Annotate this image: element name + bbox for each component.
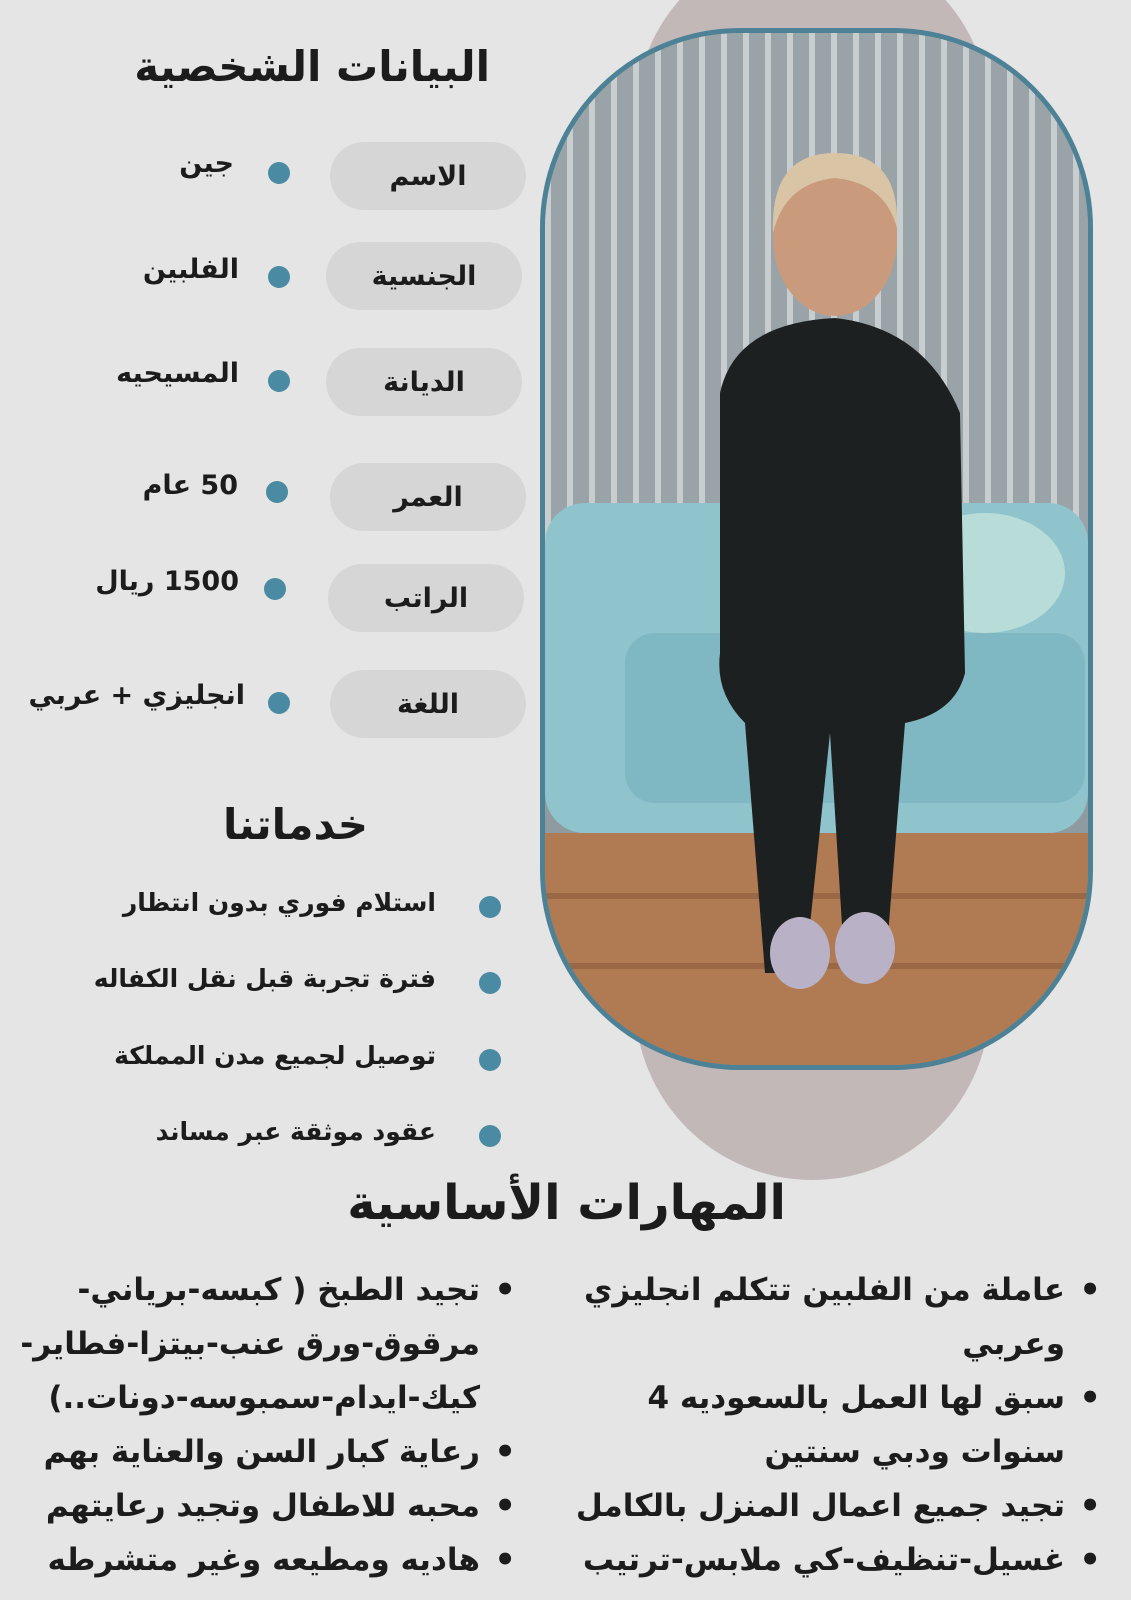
- skills-left-column: [16, 1263, 516, 1587]
- salary-label: الراتب: [328, 564, 524, 632]
- name-label: الاسم: [330, 142, 526, 210]
- skill-item: • تجيد الطبخ ( كبسه-برياني-مرقوق-ورق عنب-بيتزا-فطاير-كيك-ايدام-سمبوسه-دونات..): [16, 1263, 516, 1425]
- skills-title: المهارات الأساسية: [347, 1175, 786, 1231]
- service-item: عقود موثقة عبر مساند: [155, 1117, 436, 1146]
- bullet-dot: [268, 162, 290, 184]
- nationality-value: الفلبين: [142, 254, 239, 285]
- skill-item: • هاديه ومطيعه وغير متشرطه: [16, 1533, 516, 1587]
- skill-item: • رعاية كبار السن والعناية بهم: [16, 1425, 516, 1479]
- skill-item: • عاملة من الفلبين تتكلم انجليزي وعربي: [561, 1263, 1101, 1371]
- salary-value: 1500 ريال: [95, 566, 239, 597]
- bullet-dot: [479, 1125, 501, 1147]
- service-item: استلام فوري بدون انتظار: [122, 888, 436, 917]
- skill-item: • سبق لها العمل بالسعوديه 4 سنوات ودبي سنتين: [561, 1371, 1101, 1479]
- service-item: فترة تجربة قبل نقل الكفاله: [93, 964, 436, 993]
- bullet-dot: [266, 481, 288, 503]
- services-title: خدماتنا: [223, 800, 368, 849]
- bullet-dot: [479, 972, 501, 994]
- age-label: العمر: [330, 463, 526, 531]
- skill-item: • تجيد جميع اعمال المنزل بالكامل: [561, 1479, 1101, 1533]
- religion-label: الديانة: [326, 348, 522, 416]
- service-item: توصيل لجميع مدن المملكة: [114, 1041, 436, 1070]
- bullet-dot: [268, 692, 290, 714]
- worker-photo: [540, 28, 1093, 1070]
- bullet-dot: [268, 266, 290, 288]
- language-value: انجليزي + عربي: [28, 680, 245, 711]
- age-value: 50 عام: [142, 470, 238, 501]
- personal-info-title: البيانات الشخصية: [134, 42, 490, 91]
- religion-value: المسيحيه: [116, 358, 239, 389]
- skills-right-column: [561, 1263, 1101, 1587]
- nationality-label: الجنسية: [326, 242, 522, 310]
- bullet-dot: [268, 370, 290, 392]
- bullet-dot: [479, 896, 501, 918]
- bullet-dot: [264, 578, 286, 600]
- skill-item: • محبه للاطفال وتجيد رعايتهم: [16, 1479, 516, 1533]
- skill-item: • غسيل-تنظيف-كي ملابس-ترتيب: [561, 1533, 1101, 1587]
- language-label: اللغة: [330, 670, 526, 738]
- bullet-dot: [479, 1049, 501, 1071]
- name-value: جين: [179, 148, 234, 179]
